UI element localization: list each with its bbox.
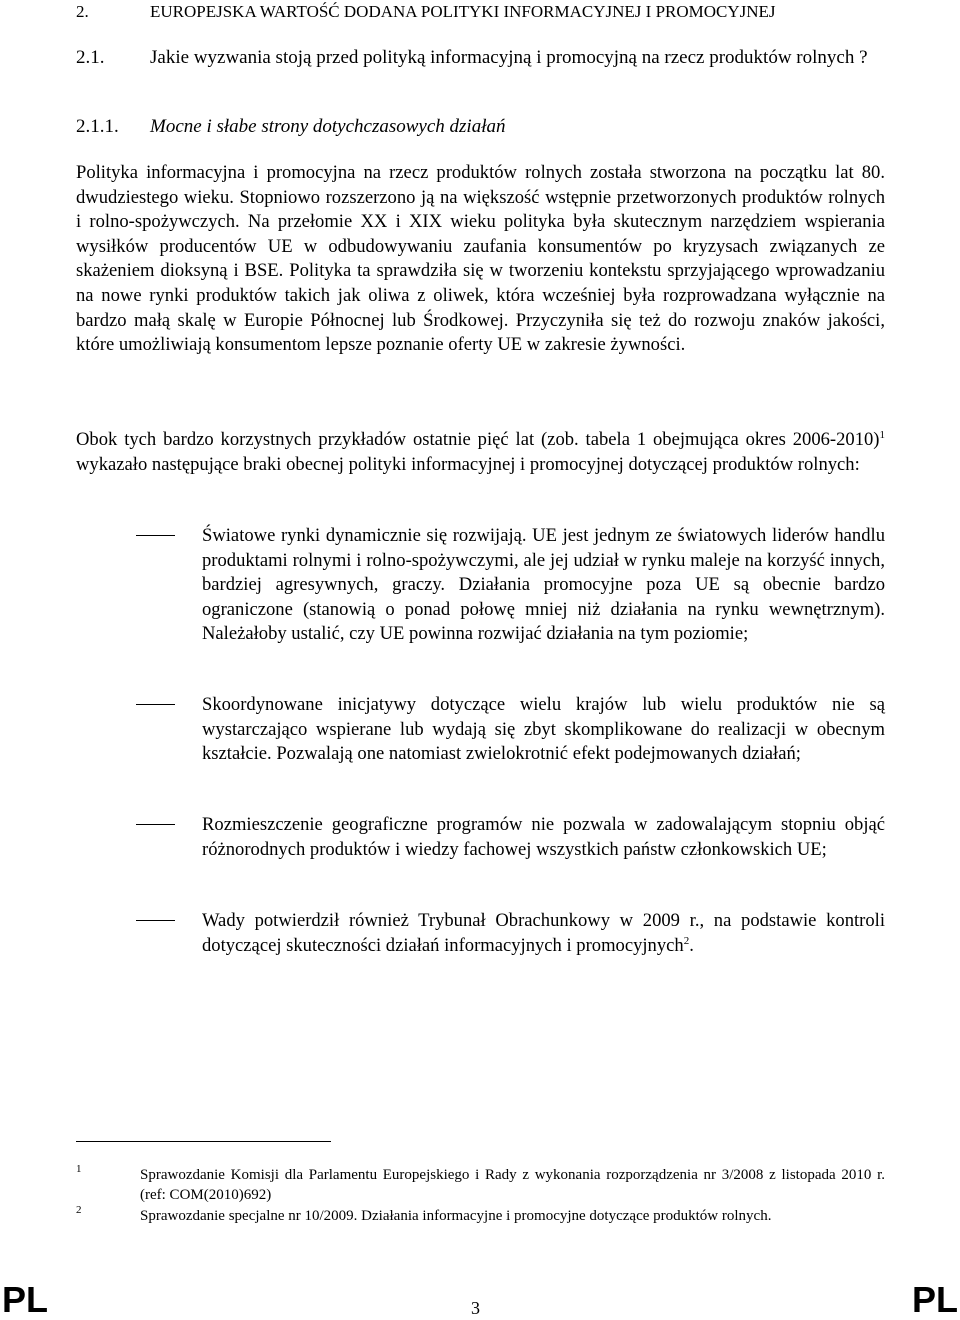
subsubsection-heading — [76, 116, 505, 138]
subsection-heading — [76, 46, 886, 70]
paragraph-2 — [76, 428, 885, 477]
dash-bullet — [136, 824, 175, 825]
list-item — [136, 693, 885, 767]
footnote-ref-1[interactable]: 1 — [879, 429, 885, 441]
section-title: EUROPEJSKA WARTOŚĆ DODANA POLITYKI INFORMACYJNEJ I PROMOCYJNEJ — [150, 2, 776, 21]
list-item-text — [202, 909, 885, 958]
footnote-text: Sprawozdanie Komisji dla Parlamentu Europejskiego i Rady z wykonania rozporządzenia nr 3/2008 z listopada 2010 r. (ref: COM(2010)692) — [140, 1167, 885, 1203]
list-item-text: Skoordynowane inicjatywy dotyczące wielu krajów lub wielu produktów nie są wystarczająco wspierane lub wydają się zbyt skomplikowane do realizacji w obecnym kształcie. Pozwalają one natomiast zwielokrotnić efekt podejmowanych działań; — [202, 694, 885, 765]
subsubsection-title: Mocne i słabe strony dotychczasowych działań — [150, 116, 506, 137]
list-item-text: Światowe rynki dynamicznie się rozwijają. UE jest jednym ze światowych liderów handlu produktami rolnymi i rolno-spożywczymi, ale jej udział w rynku maleje na korzyść innych, bardziej agresywnych, graczy. Działania promocyjne poza UE są obecnie bardzo ograniczone (stanowią o ponad połowę mniej niż działania na rynku wewnętrznym). Należałoby ustalić, czy UE powinna rozwijać działania na tym poziomie; — [202, 525, 885, 645]
list-item-text: Rozmieszczenie geograficzne programów nie pozwala w zadowalającym stopniu objąć różnorodnych produktów i wiedzy fachowej wszystkich państw członkowskich UE; — [202, 814, 885, 860]
list-item — [136, 909, 885, 958]
page-number: 3 — [471, 1298, 480, 1318]
list-item-text-main: Wady potwierdził również Trybunał Obrachunkowy w 2009 r., na podstawie kontroli dotyczącej skuteczności działań informacyjnych i promocyjnych — [202, 910, 885, 956]
footer-language-right: PL — [911, 1279, 958, 1320]
subsection-title: Jakie wyzwania stoją przed polityką informacyjną i promocyjną na rzecz produktów rolnych ? — [150, 47, 868, 68]
footnote-number: 1 — [76, 1163, 82, 1175]
section-number: 2. — [76, 2, 89, 21]
footnote — [76, 1204, 885, 1227]
section-heading — [76, 2, 776, 22]
paragraph-2-text-cont: wykazało następujące braki obecnej polityki informacyjnej i promocyjnej dotyczącej produktów rolnych: — [76, 453, 860, 475]
dash-bullet — [136, 535, 175, 536]
footer-language-left: PL — [2, 1279, 49, 1320]
list-item-text-end: . — [689, 934, 694, 956]
footnote-separator — [76, 1141, 331, 1142]
subsubsection-number: 2.1.1. — [76, 116, 119, 137]
footnote-text: Sprawozdanie specjalne nr 10/2009. Działania informacyjne i promocyjne dotyczące produktów rolnych. — [140, 1208, 772, 1224]
dash-bullet — [136, 920, 175, 921]
footnote-ref-2[interactable]: 2 — [683, 934, 690, 947]
paragraph-1: Polityka informacyjna i promocyjna na rzecz produktów rolnych została stworzona na początku lat 80. dwudziestego wieku. Stopniowo rozszerzono ją na większość wstępnie przetworzonych produktów rolnych i rolno-spożywczych. Na przełomie XX i XIX wieku polityka była skutecznym narzędziem wspierania wysiłków producentów UE w odbudowywaniu zaufania konsumentów po kryzysach związanych ze skażeniem dioksyną i BSE. Polityka ta sprawdziła się w tworzeniu kontekstu sprzyjającego wprowadzaniu na nowe rynki produktów takich jak oliwa z oliwek, która wcześniej była rozprowadzana wyłącznie na bardzo małą skalę w Europie Północnej lub Środkowej. Przyczyniła się też do rozwoju znaków jakości, które umożliwiają konsumentom lepsze poznanie oferty UE w zakresie żywności. — [76, 162, 885, 356]
footnote — [76, 1163, 885, 1205]
paragraph-2-text: Obok tych bardzo korzystnych przykładów ostatnie pięć lat (zob. tabela 1 obejmująca okres 2006-2010) — [76, 429, 880, 450]
list-item — [136, 524, 885, 647]
subsection-number: 2.1. — [76, 47, 105, 68]
list-item — [136, 813, 885, 862]
footnote-number: 2 — [76, 1204, 82, 1216]
dash-bullet — [136, 704, 175, 705]
